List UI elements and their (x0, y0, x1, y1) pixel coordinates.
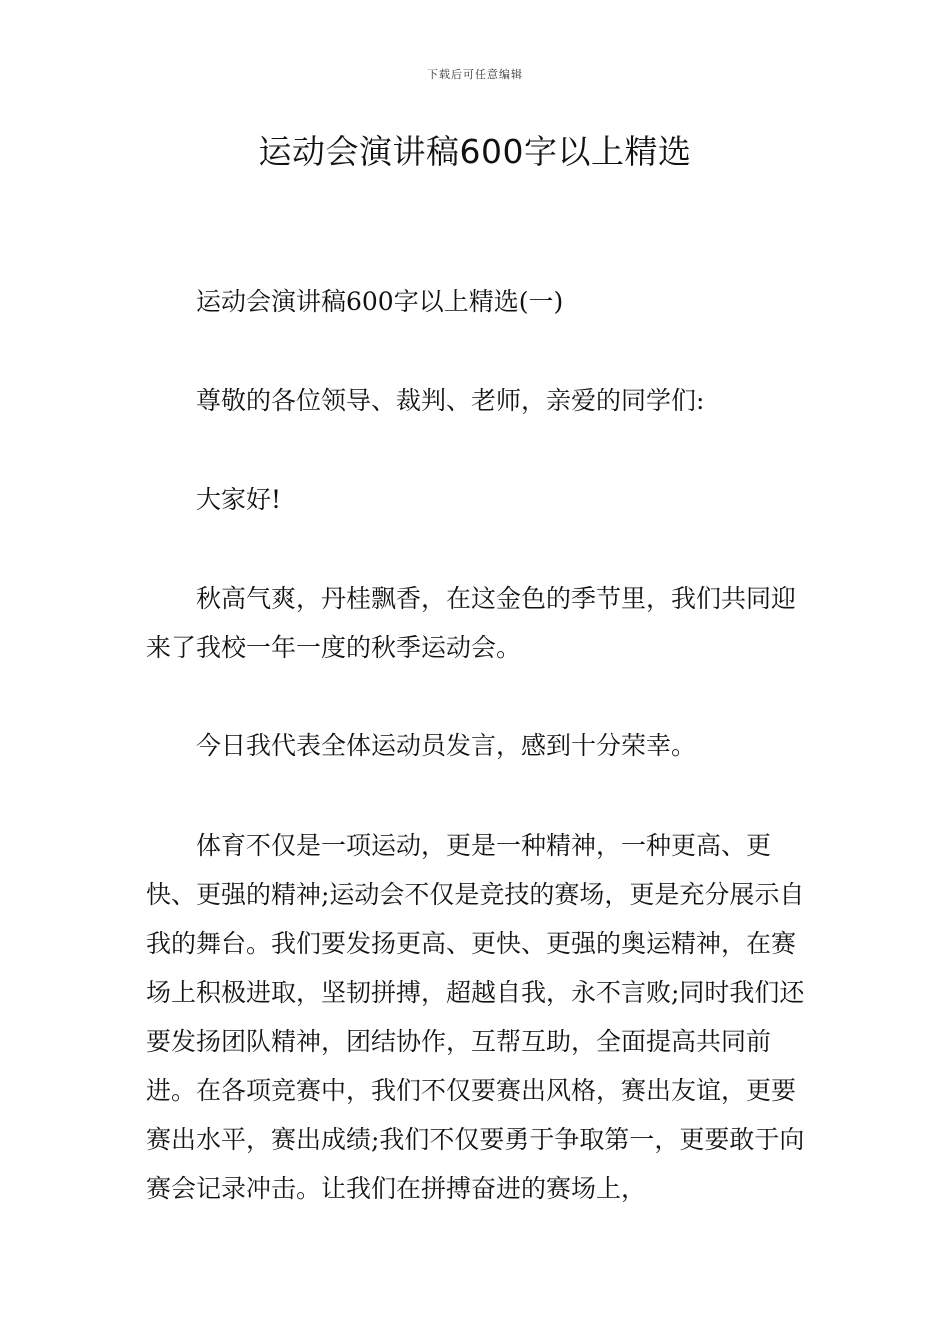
page-header-note: 下载后可任意编辑 (427, 68, 523, 81)
paragraph-subtitle: 运动会演讲稿600字以上精选(一) (196, 287, 564, 316)
paragraph-autumn: 秋高气爽，丹桂飘香，在这金色的季节里，我们共同迎来了我校一年一度的秋季运动会。 (146, 584, 797, 662)
paragraph-greeting: 大家好! (196, 485, 282, 514)
document-title: 运动会演讲稿600字以上精选 (258, 132, 692, 171)
paragraph-honor: 今日我代表全体运动员发言，感到十分荣幸。 (196, 731, 697, 760)
paragraph-salutation: 尊敬的各位领导、裁判、老师，亲爱的同学们: (196, 386, 705, 415)
paragraph-sport-spirit: 体育不仅是一项运动，更是一种精神，一种更高、更快、更强的精神;运动会不仅是竞技的赛场，更是充分展示自我的舞台。我们要发扬更高、更快、更强的奥运精神，在赛场上积极进取，坚韧拼搏，超越自我，永不言败;同时我们还要发扬团队精神，团结协作，互帮互助，全面提高共同前进。在各项竞赛中，我们不仅要赛出风格，赛出友谊，更要赛出水平，赛出成绩;我们不仅要勇于争取第一，更要敢于向赛会记录冲击。让我们在拼搏奋进的赛场上， (146, 831, 805, 1203)
